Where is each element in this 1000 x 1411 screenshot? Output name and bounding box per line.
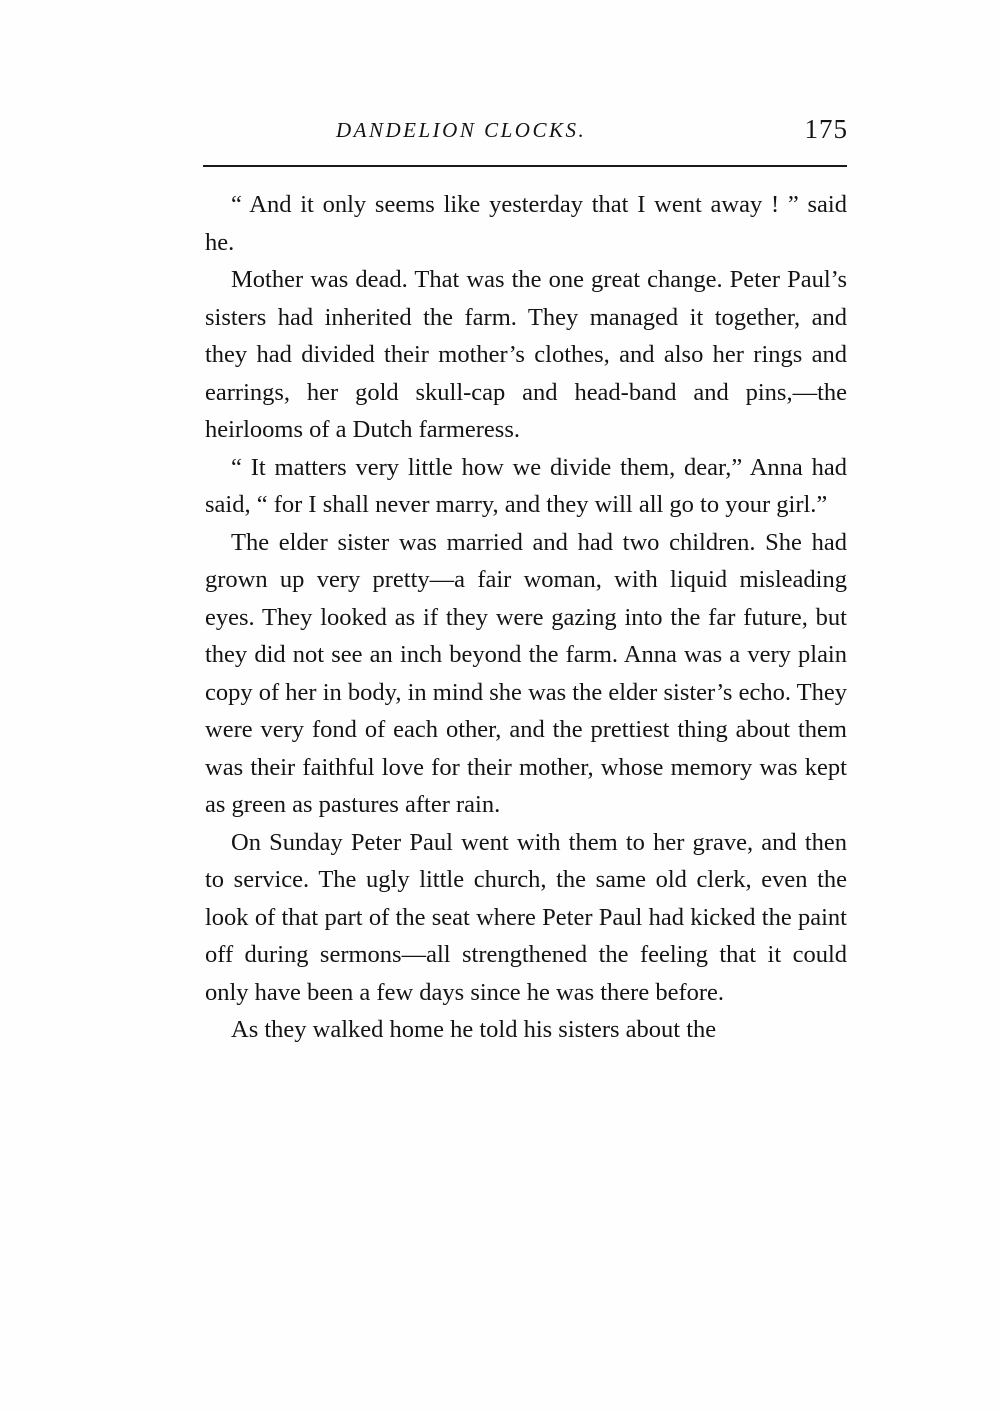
running-head	[206, 116, 848, 156]
paragraph-1: “ And it only seems like yesterday that I went away ! ” said he.	[205, 191, 847, 256]
paragraph-4: The elder sister was married and had two children. She had grown up very pretty—a fair woman, with liquid misleading eyes. They looked as if they were gazing into the far future, but they did not see an inch beyond the farm. Anna was a very plain copy of her in body, in mind she was the elder sister’s echo. They were very fond of each other, and the prettiest thing about them was their faithful love for their mother, whose memory was kept as green as pastures after rain.	[205, 528, 847, 818]
paragraph-2: Mother was dead. That was the one great change. Peter Paul’s sisters had inherited the farm. They managed it together, and they had divided their mother’s clothes, and also her rings and earrings, her gold skull-cap and head-band and pins,—the heirlooms of a Dutch farmeress.	[205, 266, 847, 443]
paragraph-6: As they walked home he told his sisters about the	[231, 1016, 717, 1043]
paragraph-5: On Sunday Peter Paul went with them to her grave, and then to service. The ugly little church, the same old clerk, even the look of that part of the seat where Peter Paul had kicked the paint off during sermons—all strengthened the feeling that it could only have been a few days since he was there before.	[205, 828, 847, 1006]
paragraph-3: “ It matters very little how we divide them, dear,” Anna had said, “ for I shall never marry, and they will all go to your girl.”	[205, 453, 847, 518]
body-text	[205, 186, 847, 1049]
running-title: DANDELION CLOCKS.	[336, 118, 587, 142]
header-rule	[203, 165, 847, 167]
page-number: 175	[804, 114, 848, 144]
